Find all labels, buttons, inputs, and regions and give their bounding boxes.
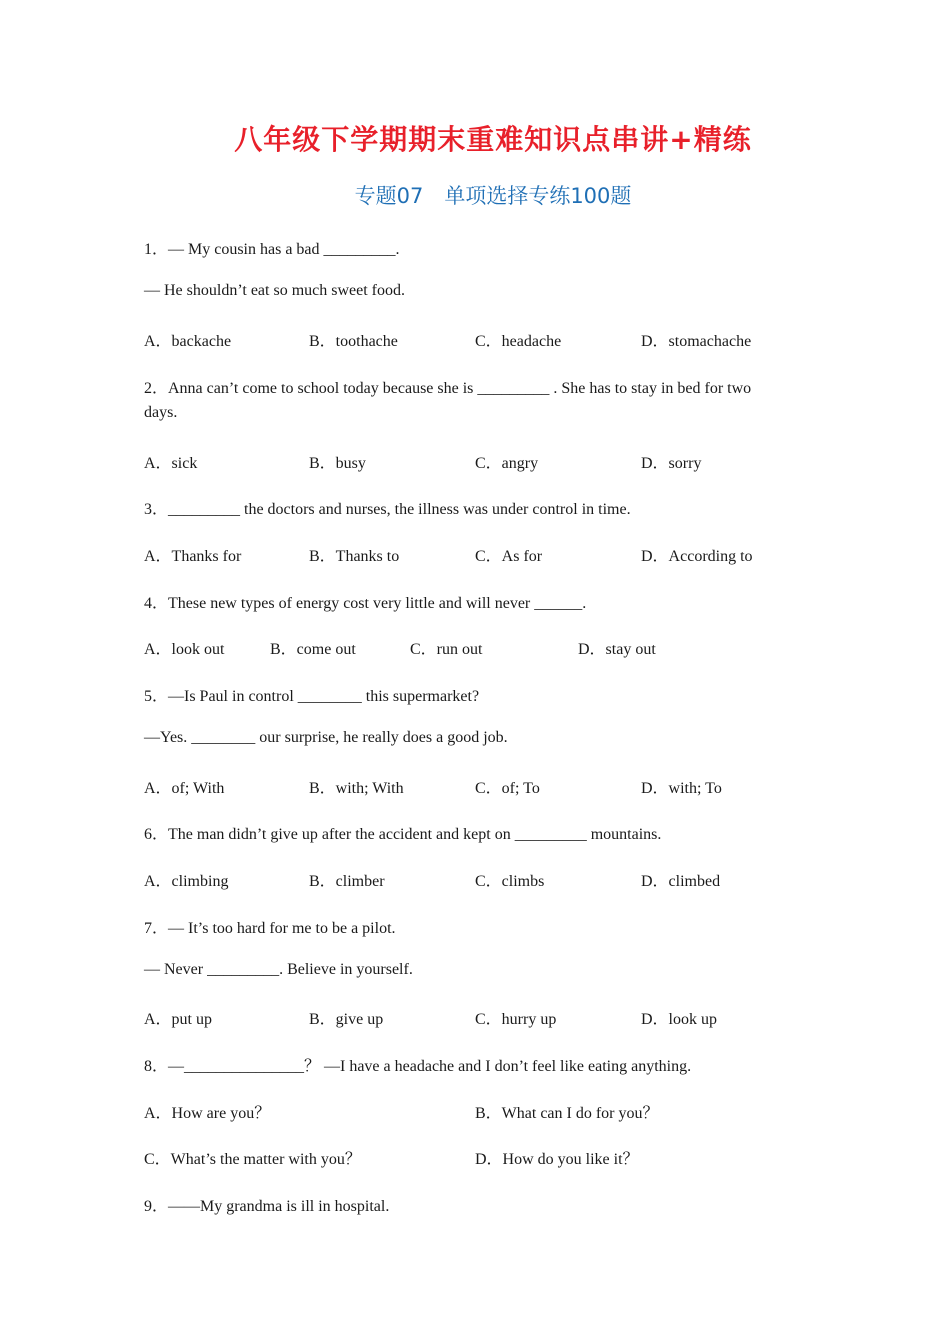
page-subtitle: 专题07 单项选择专练100题 bbox=[354, 184, 632, 208]
question-6-option-c: C．climbs bbox=[475, 873, 545, 890]
question-1-option-d: D．stomachache bbox=[641, 333, 752, 350]
question-6-option-b: B．climber bbox=[309, 873, 385, 890]
question-3-option-d: D．According to bbox=[641, 548, 753, 565]
question-8-option-a: A．How are you？ bbox=[144, 1105, 271, 1122]
question-7-option-b: B．give up bbox=[309, 1011, 384, 1028]
question-5-option-a: A．of; With bbox=[144, 780, 225, 797]
question-6-option-a: A．climbing bbox=[144, 873, 229, 890]
question-6-stem: 6．The man didn’t give up after the accident and kept on _________ mountains. bbox=[144, 826, 662, 843]
question-2-option-b: B．busy bbox=[309, 455, 366, 472]
question-3-option-a: A．Thanks for bbox=[144, 548, 242, 565]
question-8-option-c: C．What’s the matter with you？ bbox=[144, 1151, 361, 1168]
question-5-option-b: B．with; With bbox=[309, 780, 404, 797]
question-1-reply: — He shouldn’t eat so much sweet food. bbox=[144, 282, 405, 299]
question-5-stem: 5．—Is Paul in control ________ this supermarket? bbox=[144, 688, 480, 705]
question-2-stem: 2．Anna can’t come to school today because she is _________ . She has to stay in bed for two bbox=[144, 380, 752, 397]
question-2-option-d: D．sorry bbox=[641, 455, 702, 472]
question-5-reply: —Yes. ________ our surprise, he really does a good job. bbox=[144, 729, 508, 746]
question-3-stem: 3．_________ the doctors and nurses, the illness was under control in time. bbox=[144, 501, 631, 518]
question-4-option-d: D．stay out bbox=[578, 641, 656, 658]
question-1-stem: 1．— My cousin has a bad _________. bbox=[144, 241, 400, 258]
question-8-stem: 8．—_______________？ —I have a headache and I don’t feel like eating anything. bbox=[144, 1058, 692, 1075]
question-1-option-b: B．toothache bbox=[309, 333, 398, 350]
question-4-option-a: A．look out bbox=[144, 641, 225, 658]
question-9-stem: 9．——My grandma is ill in hospital. bbox=[144, 1198, 390, 1215]
question-5-option-c: C．of; To bbox=[475, 780, 540, 797]
question-7-option-a: A．put up bbox=[144, 1011, 213, 1028]
question-2-option-c: C．angry bbox=[475, 455, 539, 472]
question-2-option-a: A．sick bbox=[144, 455, 198, 472]
question-8-option-b: B．What can I do for you？ bbox=[475, 1105, 659, 1122]
question-7-stem: 7．— It’s too hard for me to be a pilot. bbox=[144, 920, 396, 937]
question-4-option-c: C．run out bbox=[410, 641, 483, 658]
question-1-option-c: C．headache bbox=[475, 333, 562, 350]
page-title: 八年级下学期期末重难知识点串讲+精练 bbox=[234, 123, 752, 156]
question-4-stem: 4．These new types of energy cost very little and will never ______. bbox=[144, 595, 587, 612]
question-6-option-d: D．climbed bbox=[641, 873, 721, 890]
question-1-option-a: A．backache bbox=[144, 333, 232, 350]
question-7-option-d: D．look up bbox=[641, 1011, 718, 1028]
question-4-option-b: B．come out bbox=[270, 641, 356, 658]
question-3-option-c: C．As for bbox=[475, 548, 543, 565]
question-7-option-c: C．hurry up bbox=[475, 1011, 557, 1028]
question-7-reply: — Never _________. Believe in yourself. bbox=[144, 961, 413, 978]
question-2-stem-cont: days. bbox=[144, 404, 178, 421]
question-5-option-d: D．with; To bbox=[641, 780, 722, 797]
question-3-option-b: B．Thanks to bbox=[309, 548, 400, 565]
question-8-option-d: D．How do you like it？ bbox=[475, 1151, 639, 1168]
